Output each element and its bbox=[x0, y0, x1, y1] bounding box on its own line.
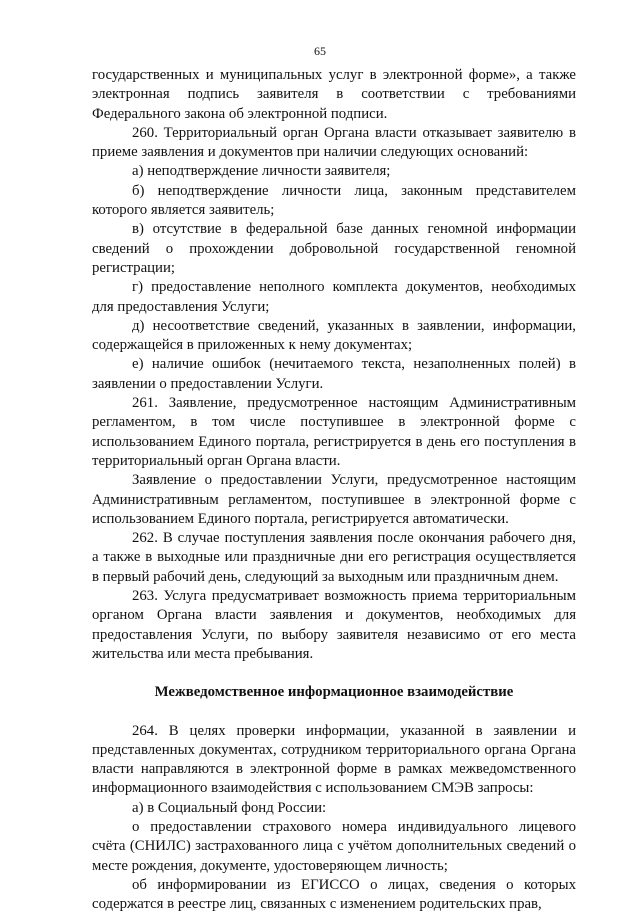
section-spacer bbox=[92, 664, 576, 683]
list-item-b: б) неподтверждение личности лица, законным представителем которого является заявитель; bbox=[92, 182, 576, 219]
paragraph-260: 260. Территориальный орган Органа власти отказывает заявителю в приеме заявления и документов при наличии следующих оснований: bbox=[92, 124, 576, 161]
paragraph-264: 264. В целях проверки информации, указанной в заявлении и представленных документах, сотрудником территориального органа Органа власти направляются в электронной форме в рамках межведомственного информационного взаимодействия с использованием СМЭВ запросы: bbox=[92, 722, 576, 797]
paragraph-261-cont: Заявление о предоставлении Услуги, предусмотренное настоящим Административным регламентом, поступившее в электронной форме с использованием Единого портала, регистрируется автоматически. bbox=[92, 472, 576, 527]
list-item-d: д) несоответствие сведений, указанных в заявлении, информации, содержащейся в приложенных к нему документах; bbox=[92, 317, 576, 354]
list-item-g: г) предоставление неполного комплекта документов, необходимых для предоставления Услуги; bbox=[92, 279, 576, 315]
paragraph-262: 262. В случае поступления заявления после окончания рабочего дня, а также в выходные или праздничные дни его регистрация осуществляется в первый рабочий день, следующий за выходным или праздничным днем. bbox=[92, 530, 576, 585]
subitem-egisso: об информировании из ЕГИССО о лицах, сведения о которых содержатся в реестре лиц, связанных с изменением родительских прав, bbox=[92, 876, 576, 913]
paragraph-continuation: государственных и муниципальных услуг в электронной форме», а также электронная подпись заявителя в соответствии с требованиями Федерального закона об электронной подписи. bbox=[92, 67, 576, 122]
subitem-snils: о предоставлении страхового номера индивидуального лицевого счёта (СНИЛС) застрахованного лица с учётом дополнительных сведений о месте рождения, документе, удостоверяющем личность; bbox=[92, 818, 576, 874]
section-spacer bbox=[92, 703, 576, 722]
section-heading: Межведомственное информационное взаимодействие bbox=[154, 684, 514, 701]
document-body bbox=[92, 66, 576, 914]
list-item-v: в) отсутствие в федеральной базе данных геномной информации сведений о прохождении добровольной государственной геномной регистрации; bbox=[92, 221, 576, 276]
paragraph-261: 261. Заявление, предусмотренное настоящим Административным регламентом, в том числе поступившее в электронной форме с использованием Единого портала, регистрируется в день его поступления в территориальный орган Органа власти. bbox=[92, 395, 576, 469]
list-item-a-sfr: а) в Социальный фонд России: bbox=[132, 799, 327, 816]
page-number: 65 bbox=[314, 44, 326, 58]
paragraph-263: 263. Услуга предусматривает возможность приема территориальным органом Органа власти заявления и документов, необходимых для предоставления Услуги, по выбору заявителя независимо от его места жительства или места пребывания. bbox=[92, 588, 576, 662]
list-item-e: е) наличие ошибок (нечитаемого текста, незаполненных полей) в заявлении о предоставлении Услуги. bbox=[92, 356, 576, 392]
list-item-a: а) неподтверждение личности заявителя; bbox=[132, 163, 391, 180]
